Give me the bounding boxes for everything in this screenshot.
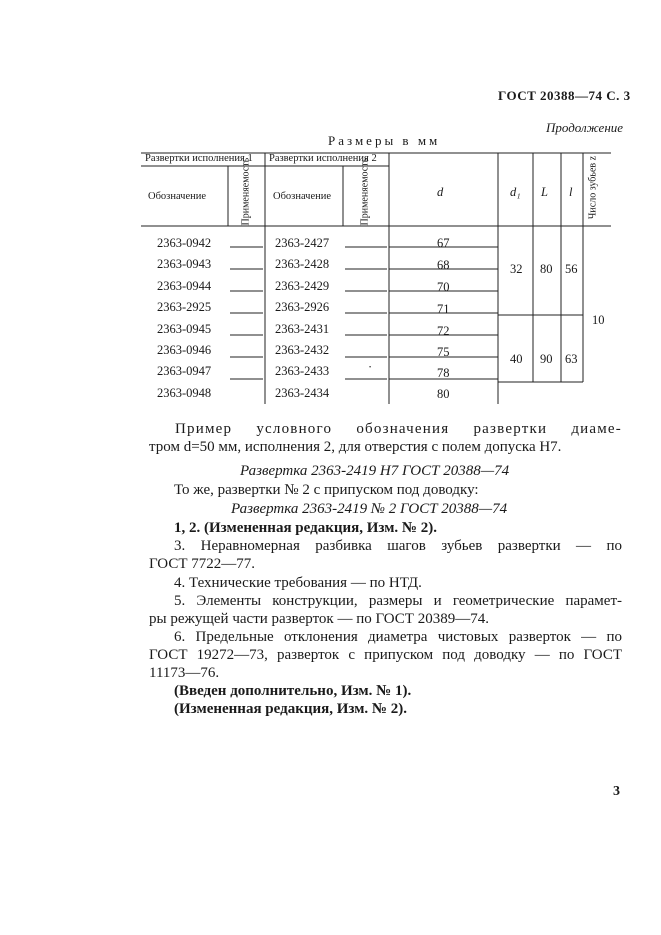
col-z: Число зубьев z (587, 155, 599, 220)
page-number: 3 (613, 784, 620, 799)
group-a-L: 80 (540, 262, 553, 276)
row8-d: 80 (437, 387, 450, 401)
row5-designation-1: 2363-0945 (157, 322, 212, 336)
row6-d: 75 (437, 345, 450, 359)
group-b-d1: 40 (510, 352, 523, 366)
col-designation-1: Обозначение (148, 191, 207, 202)
same-with-allowance: То же, развертки № 2 с припуском под доводку: (174, 482, 479, 498)
row5-designation-2: 2363-2431 (275, 322, 330, 336)
example-line-1: Пример условного обозначения развертки диаме- (175, 421, 622, 437)
row2-d: 68 (437, 258, 450, 272)
table-caption: Размеры в мм (328, 133, 441, 148)
row7-designation-1: 2363-0947 (157, 364, 212, 378)
row8-designation-2: 2363-2434 (275, 386, 330, 400)
group2-header: Развертки исполнения 2 (269, 153, 377, 164)
row6-designation-1: 2363-0946 (157, 343, 212, 357)
paragraph-6-line-2: ГОСТ 19272—73, разверток с припуском под доводку — по ГОСТ (149, 647, 622, 663)
group1-header: Развертки исполнения 1 (145, 153, 253, 164)
col-usage-2: Применяемость (359, 157, 371, 226)
row2-designation-2: 2363-2428 (275, 257, 330, 271)
teeth-count: 10 (592, 313, 605, 327)
row4-designation-1: 2363-2925 (157, 300, 212, 314)
group-a-d1: 32 (510, 262, 523, 276)
group-b-L: 90 (540, 352, 553, 366)
col-designation-2: Обозначение (273, 191, 332, 202)
col-d: d (437, 185, 444, 199)
designation-formula-2: Развертка 2363-2419 № 2 ГОСТ 20388—74 (231, 501, 508, 517)
dimensions-table (141, 152, 611, 410)
row2-designation-1: 2363-0943 (157, 257, 212, 271)
paragraph-1-2: 1, 2. (Измененная редакция, Изм. № 2). (174, 520, 438, 536)
row7-mark-dot: · (368, 360, 373, 374)
paragraph-5-line-2: ры режущей части разверток — по ГОСТ 20389—74. (149, 611, 489, 627)
col-d1: d₁ (510, 185, 521, 199)
row1-designation-2: 2363-2427 (275, 236, 330, 250)
col-l: l (569, 185, 573, 199)
paragraph-6-line-3: 11173—76. (149, 665, 220, 681)
group-a-l: 56 (565, 262, 578, 276)
page-header: ГОСТ 20388—74 С. 3 (498, 88, 631, 103)
row4-designation-2: 2363-2926 (275, 300, 330, 314)
designation-formula-1: Развертка 2363-2419 Н7 ГОСТ 20388—74 (240, 463, 510, 479)
col-L: L (541, 185, 548, 199)
group-b-l: 63 (565, 352, 578, 366)
row1-designation-1: 2363-0942 (157, 236, 212, 250)
paragraph-3-line-1: 3. Неравномерная разбивка шагов зубьев развертки — по (174, 538, 622, 554)
amendment-note-2: (Измененная редакция, Изм. № 2). (174, 701, 408, 717)
row6-designation-2: 2363-2432 (275, 343, 330, 357)
example-line-2: тром d=50 мм, исполнения 2, для отверстия с полем допуска Н7. (149, 439, 562, 455)
row3-d: 70 (437, 280, 450, 294)
paragraph-4: 4. Технические требования — по НТД. (174, 575, 422, 591)
row7-d: 78 (437, 366, 450, 380)
row1-d: 67 (437, 236, 450, 250)
row8-designation-1: 2363-0948 (157, 386, 212, 400)
row4-d: 71 (437, 302, 450, 316)
paragraph-6-line-1: 6. Предельные отклонения диаметра чистовых разверток — по (174, 629, 622, 645)
row5-d: 72 (437, 324, 450, 338)
paragraph-5-line-1: 5. Элементы конструкции, размеры и геометрические парамет- (174, 593, 622, 609)
paragraph-3-line-2: ГОСТ 7722—77. (149, 556, 255, 572)
row7-designation-2: 2363-2433 (275, 364, 330, 378)
row3-designation-1: 2363-0944 (157, 279, 212, 293)
amendment-note-1: (Введен дополнительно, Изм. № 1). (174, 683, 412, 699)
continuation-label: Продолжение (546, 120, 624, 135)
col-usage-1: Применяемость (240, 157, 252, 226)
row3-designation-2: 2363-2429 (275, 279, 330, 293)
